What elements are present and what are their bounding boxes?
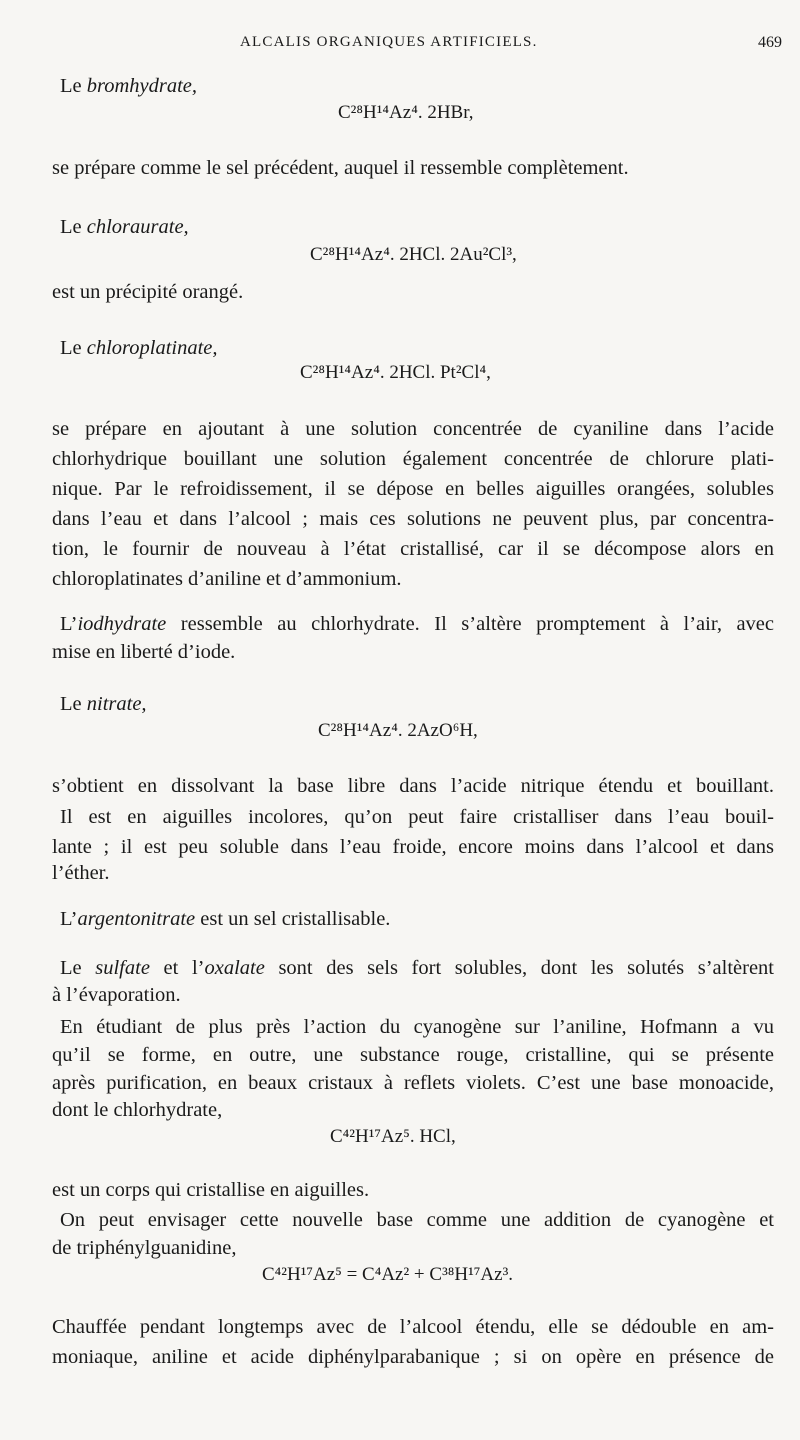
paragraph-line: tion, le fournir de nouveau à l’état cristallisé, car il se décompose alors en: [52, 538, 774, 560]
bromhydrate-text: se prépare comme le sel précédent, auquel il ressemble complètement.: [52, 157, 629, 179]
paragraph-line: de triphénylguanidine,: [52, 1237, 237, 1259]
paragraph-line: mise en liberté d’iode.: [52, 641, 236, 663]
paragraph-line: Il est en aiguilles incolores, qu’on peut faire cristalliser dans l’eau bouil-: [60, 806, 774, 828]
formula-chloroplatinate: C²⁸H¹⁴Az⁴. 2HCl. Pt²Cl⁴,: [300, 362, 491, 383]
term-iodhydrate: iodhydrate: [77, 613, 167, 635]
term-oxalate: oxalate: [204, 957, 265, 979]
paragraph-line: dans l’eau et dans l’alcool ; mais ces solutions ne peuvent plus, par concentra-: [52, 508, 774, 530]
term-bromhydrate: bromhydrate,: [86, 75, 198, 97]
term-nitrate: nitrate,: [86, 693, 147, 715]
paragraph-line: nique. Par le refroidissement, il se dépose en belles aiguilles orangées, solubles: [52, 478, 774, 500]
paragraph-line: est un corps qui cristallise en aiguilles.: [52, 1179, 370, 1201]
chloraurate-text: est un précipité orangé.: [52, 281, 244, 303]
paragraph-line: qu’il se forme, en outre, une substance rouge, cristalline, qui se présente: [52, 1044, 774, 1066]
page-number: 469: [758, 34, 782, 51]
argentonitrate-line: L’argentonitrate est un sel cristallisable.: [60, 908, 391, 930]
paragraph-line: s’obtient en dissolvant la base libre dans l’acide nitrique étendu et bouillant.: [52, 775, 774, 797]
paragraph-line: lante ; il est peu soluble dans l’eau froide, encore moins dans l’alcool et dans: [52, 836, 774, 858]
term-argentonitrate: argentonitrate: [77, 908, 196, 930]
running-title: ALCALIS ORGANIQUES ARTIFICIELS.: [240, 34, 538, 50]
bromhydrate-heading: Le bromhydrate,: [60, 75, 198, 97]
formula-chlorhydrate: C⁴²H¹⁷Az⁵. HCl,: [330, 1126, 456, 1147]
iodhydrate-line: L’iodhydrate ressemble au chlorhydrate. Il s’altère promptement à l’air, avec: [60, 613, 774, 635]
formula-bromhydrate: C²⁸H¹⁴Az⁴. 2HBr,: [338, 102, 474, 123]
paragraph-line: à l’évaporation.: [52, 984, 181, 1006]
paragraph-line: après purification, en beaux cristaux à reflets violets. C’est une base monoacide,: [52, 1072, 774, 1094]
nitrate-heading: Le nitrate,: [60, 693, 147, 715]
term-sulfate: sulfate: [95, 957, 150, 979]
term-chloroplatinate: chloroplatinate,: [86, 337, 218, 359]
chloraurate-heading: Le chloraurate,: [60, 216, 189, 238]
sulfate-line: Le sulfate et l’oxalate sont des sels fort solubles, dont les solutés s’altèrent: [60, 957, 774, 979]
formula-equation: C⁴²H¹⁷Az⁵ = C⁴Az² + C³⁸H¹⁷Az³.: [262, 1264, 514, 1285]
formula-nitrate: C²⁸H¹⁴Az⁴. 2AzO⁶H,: [318, 720, 478, 741]
paragraph-line: En étudiant de plus près l’action du cyanogène sur l’aniline, Hofmann a vu: [60, 1016, 774, 1038]
chloroplatinate-heading: Le chloroplatinate,: [60, 337, 218, 359]
paragraph-line: Chauffée pendant longtemps avec de l’alcool étendu, elle se dédouble en am-: [52, 1316, 774, 1338]
paragraph-line: se prépare en ajoutant à une solution concentrée de cyaniline dans l’acide: [52, 418, 774, 440]
paragraph-line: chloroplatinates d’aniline et d’ammonium.: [52, 568, 402, 590]
formula-chloraurate: C²⁸H¹⁴Az⁴. 2HCl. 2Au²Cl³,: [310, 244, 517, 265]
paragraph-line: chlorhydrique bouillant une solution également concentrée de chlorure plati-: [52, 448, 774, 470]
paragraph-line: moniaque, aniline et acide diphénylparabanique ; si on opère en présence de: [52, 1346, 774, 1368]
paragraph-line: l’éther.: [52, 862, 110, 884]
paragraph-line: On peut envisager cette nouvelle base comme une addition de cyanogène et: [60, 1209, 774, 1231]
page-header: [0, 30, 800, 60]
term-chloraurate: chloraurate,: [86, 216, 189, 238]
paragraph-line: dont le chlorhydrate,: [52, 1099, 223, 1121]
